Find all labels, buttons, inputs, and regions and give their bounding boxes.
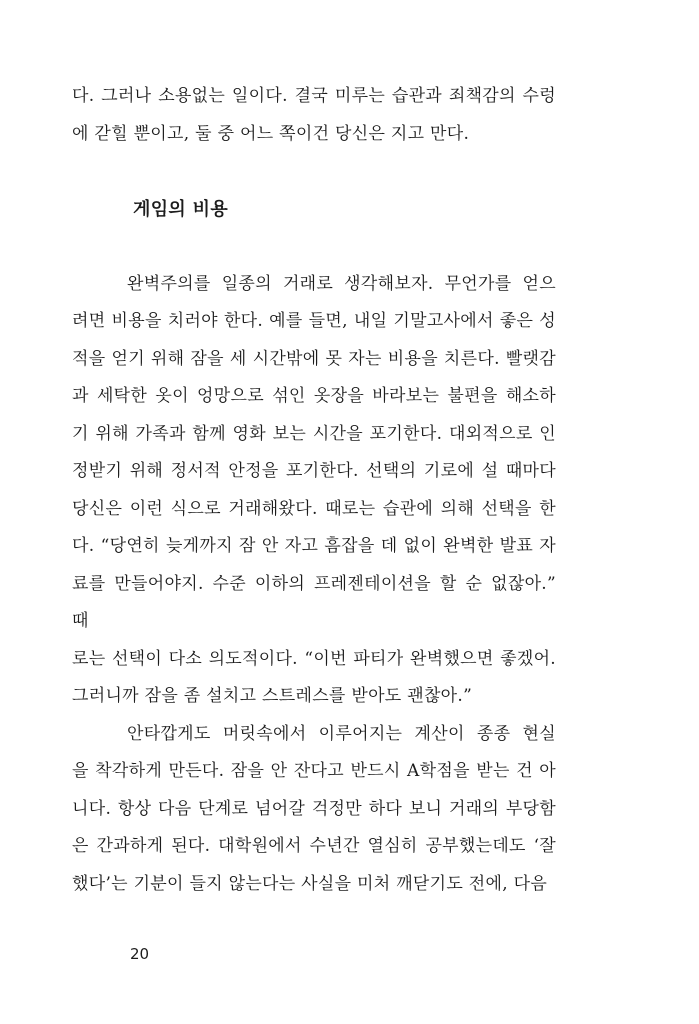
text-line: 그러니까 잠을 좀 설치고 스트레스를 받아도 괜찮아.” <box>72 686 473 706</box>
text-line: 료를 만들어야지. 수준 이하의 프레젠테이션을 할 순 없잖아.” 때 <box>72 573 556 631</box>
text-line: 했다’는 기분이 들지 않는다는 사실을 미처 깨닫기도 전에, 다음 <box>72 873 548 894</box>
text-line: 적을 얻기 위해 잠을 세 시간밖에 못 자는 비용을 치른다. 빨랫감 <box>72 348 556 369</box>
text-column <box>72 78 556 903</box>
text-line: 에 갇힐 뿐이고, 둘 중 어느 쪽이건 당신은 지고 만다. <box>72 123 470 144</box>
continuation-paragraph <box>72 78 556 153</box>
text-line: 기 위해 가족과 함께 영화 보는 시간을 포기한다. 대외적으로 인 <box>72 423 556 444</box>
text-line: 당신은 이런 식으로 거래해왔다. 때로는 습관에 의해 선택을 한 <box>72 498 556 519</box>
text-line: 과 세탁한 옷이 엉망으로 섞인 옷장을 바라보는 불편을 해소하 <box>72 386 556 406</box>
paragraph-1 <box>72 266 556 716</box>
text-line: 은 간과하게 된다. 대학원에서 수년간 열심히 공부했는데도 ‘잘 <box>72 836 556 856</box>
text-line: 다. “당연히 늦게까지 잠 안 자고 흠잡을 데 없이 완벽한 발표 자 <box>72 536 556 556</box>
text-line: 려면 비용을 치러야 한다. 예를 들면, 내일 기말고사에서 좋은 성 <box>72 311 556 331</box>
text-line: 정받기 위해 정서적 안정을 포기한다. 선택의 기로에 설 때마다 <box>72 461 556 481</box>
page-number: 20 <box>130 945 150 963</box>
paragraph-2 <box>72 716 556 904</box>
text-line: 안타깝게도 머릿속에서 이루어지는 계산이 종종 현실 <box>127 723 556 744</box>
text-line: 로는 선택이 다소 의도적이다. “이번 파티가 완벽했으면 좋겠어. <box>72 648 556 669</box>
section-heading: 게임의 비용 <box>133 198 229 220</box>
text-line: 니다. 항상 다음 단계로 넘어갈 걱정만 하다 보니 거래의 부당함 <box>72 798 556 819</box>
text-line: 다. 그러나 소용없는 일이다. 결국 미루는 습관과 죄책감의 수렁 <box>72 86 556 106</box>
text-line: 완벽주의를 일종의 거래로 생각해보자. 무언가를 얻으 <box>127 273 556 294</box>
text-line: 을 착각하게 만든다. 잠을 안 잔다고 반드시 A학점을 받는 건 아 <box>72 761 556 781</box>
